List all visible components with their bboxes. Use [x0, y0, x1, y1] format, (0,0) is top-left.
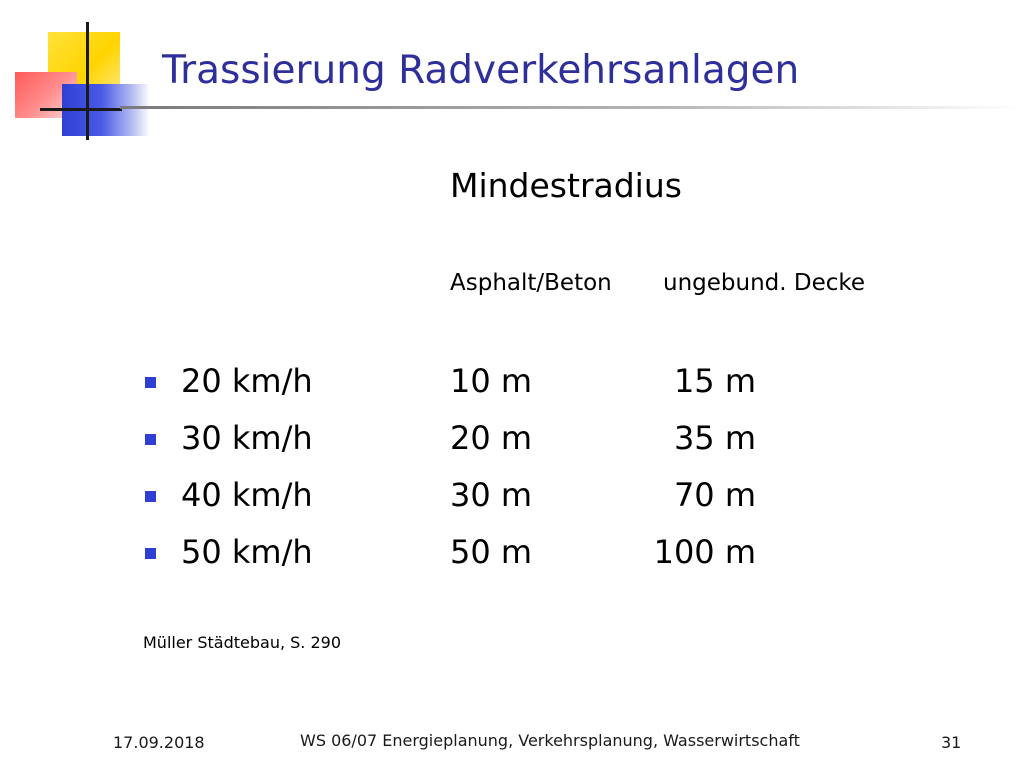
row-speed: 30 km/h — [181, 419, 313, 457]
table-row — [0, 415, 1024, 465]
row-radius-unbound: 15 m — [673, 362, 756, 400]
row-radius-unbound: 100 m — [653, 533, 756, 571]
row-radius-asphalt: 30 m — [450, 476, 533, 514]
row-radius-unbound: 70 m — [673, 476, 756, 514]
table-heading: Mindestradius — [450, 166, 682, 205]
table-row — [0, 529, 1024, 579]
column-header-asphalt: Asphalt/Beton — [450, 270, 612, 296]
footer-page-number: 31 — [941, 733, 962, 752]
slide-logo-squares — [0, 0, 160, 150]
row-speed: 20 km/h — [181, 362, 313, 400]
table-row — [0, 358, 1024, 408]
row-radius-unbound: 35 m — [673, 419, 756, 457]
row-radius-asphalt: 10 m — [450, 362, 533, 400]
source-citation: Müller Städtebau, S. 290 — [143, 633, 341, 652]
logo-vertical-line — [86, 22, 89, 140]
row-speed: 40 km/h — [181, 476, 313, 514]
square-bullet-icon — [145, 377, 156, 388]
square-bullet-icon — [145, 491, 156, 502]
column-header-unbound: ungebund. Decke — [663, 270, 866, 296]
slide-title: Trassierung Radverkehrsanlagen — [162, 48, 800, 93]
row-radius-asphalt: 50 m — [450, 533, 533, 571]
title-divider — [120, 106, 1020, 109]
footer-date: 17.09.2018 — [113, 733, 205, 752]
logo-horizontal-line — [40, 108, 122, 111]
row-speed: 50 km/h — [181, 533, 313, 571]
square-bullet-icon — [145, 434, 156, 445]
table-row — [0, 472, 1024, 522]
footer-course: WS 06/07 Energieplanung, Verkehrsplanung, Wasserwirtschaft — [300, 731, 800, 750]
row-radius-asphalt: 20 m — [450, 419, 533, 457]
square-bullet-icon — [145, 548, 156, 559]
